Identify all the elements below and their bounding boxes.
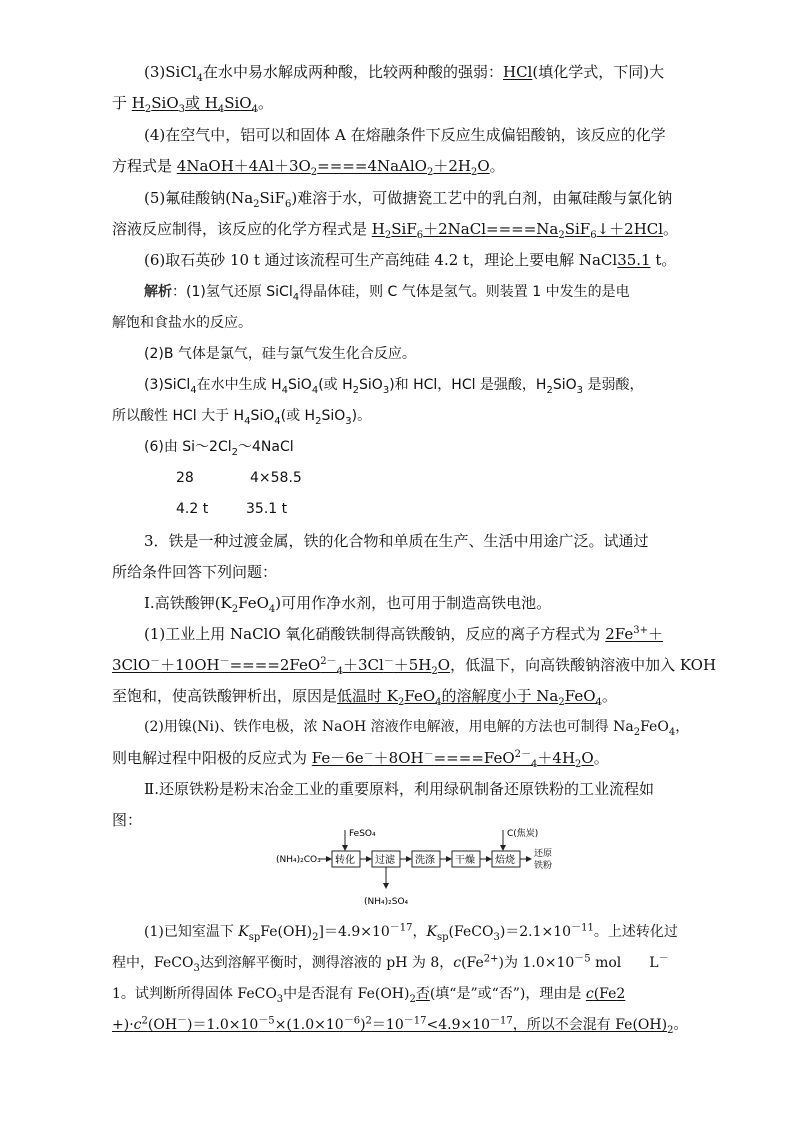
text: K xyxy=(426,924,437,940)
sup: －17 xyxy=(490,1015,513,1027)
sup: － xyxy=(423,749,434,760)
answer-equation xyxy=(371,220,664,241)
answer-nacl-mass: 35.1 xyxy=(617,251,651,269)
sub: 2 xyxy=(398,697,405,708)
text: SiO xyxy=(151,94,179,112)
sub: 4 xyxy=(435,697,442,708)
flow-step-convert: 转化 xyxy=(335,855,355,866)
text: FeO xyxy=(404,687,436,705)
text: ，低温下，向高铁酸钠溶液中加入 KOH xyxy=(450,656,717,674)
text: ：(1)氢气还原 SiCl xyxy=(172,284,293,300)
text: SiF xyxy=(259,189,286,207)
sub: 2 xyxy=(667,1024,674,1036)
q3-intro-line1: 3．铁是一种过渡金属，铁的化合物和单质在生产、生活中用途广泛。试通过 xyxy=(144,532,649,550)
text: ]＝4.9×10 xyxy=(318,924,390,940)
sup: － xyxy=(177,1015,188,1027)
analysis-ratio-row2-right: 35.1 t xyxy=(246,501,288,517)
text: 。 xyxy=(593,749,609,767)
text: ，所以不会混有 Fe(OH) xyxy=(512,1017,668,1033)
sub: 2 xyxy=(470,167,478,178)
sup: －5 xyxy=(574,953,591,965)
text: 得晶体硅，则 C 气体是氢气。则装置 1 中发生的是电 xyxy=(299,284,630,300)
text: (3)SiCl xyxy=(144,377,191,393)
q3-ii-q1-line4 xyxy=(112,1015,687,1035)
q3-intro-line2: 所给条件回答下列问题： xyxy=(112,563,278,581)
text: SiF xyxy=(391,220,417,238)
sup: 2 xyxy=(365,1015,372,1027)
text: c xyxy=(585,986,594,1002)
sub: 3 xyxy=(382,384,390,396)
sup: －11 xyxy=(571,922,594,934)
q2-part4-line2 xyxy=(112,156,505,176)
q2-part3-line2 xyxy=(112,93,273,113)
q3-ii-q1-line1 xyxy=(144,922,678,942)
analysis-line6 xyxy=(144,437,294,457)
q3-p1-line1 xyxy=(144,624,663,644)
text: )· xyxy=(123,1017,134,1033)
sup: － xyxy=(150,656,161,667)
sub: 2 xyxy=(231,604,239,615)
text: 。 xyxy=(257,94,273,112)
sub: 6 xyxy=(416,230,424,241)
text: O xyxy=(437,656,451,674)
flow-output-label-2: 铁粉 xyxy=(534,861,553,871)
sub: 2 xyxy=(426,167,434,178)
sub: 2 xyxy=(431,666,438,677)
text: 于 xyxy=(112,94,132,112)
sub: 2 xyxy=(546,384,553,396)
flow-byproduct-label: (NH₄)₂SO₄ xyxy=(364,897,409,907)
sup: －5 xyxy=(258,1015,275,1027)
text: ＋8OH xyxy=(373,749,424,767)
q3-part1-title xyxy=(144,593,551,613)
text: 程中，FeCO xyxy=(112,955,194,971)
q3-p1-line2 xyxy=(112,655,716,675)
text: ＋2NaCl====Na xyxy=(423,220,559,238)
text: (6)由 Si～2Cl xyxy=(144,439,232,455)
text: c xyxy=(133,1017,142,1033)
text: 溶液反应制得，该反应的化学方程式是 xyxy=(112,220,372,238)
text: O xyxy=(581,749,594,767)
text: 。 xyxy=(663,220,679,238)
flow-feso4-label: FeSO₄ xyxy=(349,829,376,839)
text: ， xyxy=(412,924,427,940)
sup: 3+ xyxy=(633,625,648,636)
sub: 4 xyxy=(336,666,343,677)
sup: － xyxy=(363,749,374,760)
text: SiO xyxy=(250,408,275,424)
sub: 4 xyxy=(668,726,676,738)
text: 。上述转化过 xyxy=(593,924,678,940)
text: ====FeO xyxy=(433,749,515,767)
analysis-line2: 解饱和食盐水的反应。 xyxy=(112,315,252,331)
sub: 2 xyxy=(310,167,318,178)
text: 中是否混有 Fe(OH) xyxy=(283,986,410,1002)
text: ＋3Cl xyxy=(342,656,384,674)
sub: 6 xyxy=(590,230,597,241)
text: FeO xyxy=(564,687,596,705)
text: 2Fe xyxy=(605,625,634,643)
text: (1)已知室温下 xyxy=(144,924,239,940)
sub: 3 xyxy=(193,962,200,974)
text: SiO xyxy=(224,94,252,112)
answer-equation xyxy=(176,157,490,178)
analysis-ratio-row1-right: 4×58.5 xyxy=(250,470,302,486)
sub: sp xyxy=(248,931,261,943)
text: )。 xyxy=(351,408,372,424)
sub: 3 xyxy=(276,993,284,1005)
analysis-line1 xyxy=(144,282,630,302)
flow-output-label-1: 还原 xyxy=(534,849,553,859)
text: SiO xyxy=(321,408,346,424)
sub: 4 xyxy=(274,415,281,427)
text: 至饱和，使高铁酸钾析出，原因是 xyxy=(112,687,338,705)
q2-part5-line1 xyxy=(144,188,672,208)
process-flow-diagram xyxy=(270,828,600,910)
text: SiO xyxy=(552,377,577,393)
text: SiO xyxy=(359,377,383,393)
sub: 4 xyxy=(531,759,538,770)
text: (5)氟硅酸钠(Na xyxy=(144,189,254,207)
text: SiO xyxy=(288,377,312,393)
text: 2 xyxy=(616,986,626,1002)
q3-part2-line1: Ⅱ.还原铁粉是粉末冶金工业的重要原料，利用绿矾制备还原铁粉的工业流程如 xyxy=(144,780,654,798)
text: 或 H xyxy=(185,94,218,112)
text: ＋5H xyxy=(393,656,432,674)
text: FeO xyxy=(640,719,669,735)
q2-part5-line2 xyxy=(112,219,678,239)
text: 4NaOH＋4Al＋3O xyxy=(176,157,311,175)
text: (填“是”或“否”)，理由是 xyxy=(429,986,586,1002)
text: 。 xyxy=(673,1017,688,1033)
sup: 2－ xyxy=(320,656,337,667)
text: + xyxy=(112,1017,124,1033)
text: ＝10 xyxy=(371,1017,404,1033)
sub: 2 xyxy=(384,230,392,241)
text: Fe(OH) xyxy=(260,924,313,940)
text: (FeCO xyxy=(448,924,494,940)
sub: 4 xyxy=(281,384,289,396)
text: ) xyxy=(360,1017,366,1033)
flow-step-wash: 洗涤 xyxy=(415,855,435,866)
q2-part4-line1: (4)在空气中，铝可以和固体 A 在熔融条件下反应生成偏铝酸钠，该反应的化学 xyxy=(144,126,666,144)
text: )＝2.1×10 xyxy=(499,924,572,940)
text: 。 xyxy=(489,157,505,175)
analysis-ratio-row2-left: 4.2 t xyxy=(176,501,209,517)
sub: 2 xyxy=(558,230,565,241)
answer-no: 否 xyxy=(415,986,430,1002)
sub: 2 xyxy=(312,931,319,943)
text: (填化学式，下同)大 xyxy=(532,63,665,81)
text: SiF xyxy=(564,220,591,238)
flow-step-dry: 干燥 xyxy=(455,855,475,866)
sup: － xyxy=(383,656,394,667)
text: 。 xyxy=(601,687,617,705)
text: ＋2H xyxy=(433,157,471,175)
text: 在水中易水解成两种酸，比较两种酸的强弱： xyxy=(202,63,503,81)
answer-hcl: HCl xyxy=(503,63,533,81)
q3-p1-line3 xyxy=(112,686,617,706)
q3-ii-q1-line3 xyxy=(112,984,625,1004)
q3-part2-line2: 图： xyxy=(112,811,143,829)
text: 是弱酸， xyxy=(583,377,644,393)
q2-part3-line1 xyxy=(144,62,664,82)
sup: －17 xyxy=(403,1015,427,1027)
analysis-label: 解析 xyxy=(144,284,172,300)
text: Fe－6e xyxy=(311,749,364,767)
sub: 3 xyxy=(493,931,500,943)
text: ====4NaAlO xyxy=(317,157,427,175)
text: ×(1.0×10 xyxy=(274,1017,344,1033)
sub: 3 xyxy=(178,104,185,115)
text: 低温时 K xyxy=(337,687,398,705)
sup: －6 xyxy=(343,1015,361,1027)
answer-equation-part1 xyxy=(605,625,663,643)
text: )可用作净水剂，也可用于制造高铁电池。 xyxy=(275,594,552,612)
text: mol L xyxy=(590,955,659,971)
text: c xyxy=(453,955,462,971)
analysis-line3: (2)B 气体是氯气，硅与氯气发生化合反应。 xyxy=(144,346,416,362)
sup: 2 xyxy=(141,1015,148,1027)
flow-carbon-label: C(焦炭) xyxy=(507,829,539,839)
q3-p2-line1 xyxy=(144,717,689,737)
text: (2)用镍(Ni)、铁作电极，浓 NaOH 溶液作电解液，用电解的方法也可制得 Na xyxy=(144,719,634,735)
sub: 2 xyxy=(558,697,565,708)
text: 则电解过程中阳极的反应式为 xyxy=(112,749,312,767)
text: O xyxy=(477,157,490,175)
text: ＋10OH xyxy=(160,656,220,674)
answer-silicic-acid xyxy=(131,94,258,115)
text: 方程式是 xyxy=(112,157,177,175)
text: 达到溶解平衡时，测得溶液的 pH 为 8， xyxy=(199,955,454,971)
analysis-line5 xyxy=(112,406,371,426)
flow-step-roast: 焙烧 xyxy=(495,855,515,866)
text: Ⅰ.高铁酸钾(K xyxy=(144,594,232,612)
sup: － xyxy=(219,656,230,667)
text: )＝1.0×10 xyxy=(187,1017,259,1033)
sub: 4 xyxy=(251,104,258,115)
text: 1 xyxy=(112,986,121,1002)
text: (3)SiCl xyxy=(144,63,197,81)
sub: 4 xyxy=(196,73,203,84)
sup: － xyxy=(658,953,669,965)
text: 3ClO xyxy=(112,656,151,674)
sub: 4 xyxy=(268,604,276,615)
sup: 2－ xyxy=(514,749,532,760)
sub: 2 xyxy=(575,759,582,770)
text: ↓＋2HCl xyxy=(596,220,664,238)
text: K xyxy=(238,924,249,940)
text: t。 xyxy=(650,251,677,269)
text: ====2FeO xyxy=(229,656,321,674)
sub: 4 xyxy=(190,384,197,396)
sub: 2 xyxy=(633,726,641,738)
q3-p2-line2 xyxy=(112,748,609,768)
analysis-line4 xyxy=(144,375,643,395)
flow-step-filter: 过滤 xyxy=(375,855,395,866)
sub: 4 xyxy=(595,697,602,708)
answer-equation-part2 xyxy=(112,656,451,677)
sup: －17 xyxy=(389,922,413,934)
text: (1)工业上用 NaClO 氧化硝酸铁制得高铁酸钠，反应的离子方程式为 xyxy=(144,625,606,643)
text: ～4NaCl xyxy=(238,439,294,455)
sub: 3 xyxy=(345,415,352,427)
text: (OH xyxy=(147,1017,178,1033)
text: )为 1.0×10 xyxy=(498,955,575,971)
sub: 2 xyxy=(231,446,239,458)
text: (或 H xyxy=(318,377,353,393)
text: H xyxy=(371,220,385,238)
sub: 2 xyxy=(253,199,260,210)
sub: 4 xyxy=(311,384,319,396)
text: 所以酸性 HCl 大于 H xyxy=(112,408,245,424)
sub: 4 xyxy=(244,415,251,427)
sub: sp xyxy=(437,931,449,943)
answer-reason-calc xyxy=(112,1015,674,1036)
text: 的溶解度小于 Na xyxy=(441,687,559,705)
sub: 2 xyxy=(352,384,360,396)
text: 在水中生成 H xyxy=(196,377,282,393)
sub: 3 xyxy=(576,384,584,396)
sub: 2 xyxy=(315,415,322,427)
analysis-ratio-row1-left: 28 xyxy=(176,470,194,486)
q3-ii-q1-line2 xyxy=(112,953,669,973)
text: (或 H xyxy=(280,408,316,424)
text: 。试判断所得固体 FeCO xyxy=(120,986,277,1002)
sub: 2 xyxy=(409,993,416,1005)
text: (Fe xyxy=(461,955,484,971)
text: H xyxy=(131,94,145,112)
sub: 2 xyxy=(144,104,152,115)
text: <4.9×10 xyxy=(426,1017,491,1033)
sup: 2+ xyxy=(483,953,499,965)
sub: 4 xyxy=(292,291,300,303)
sub: 6 xyxy=(285,199,292,210)
flow-input-label: (NH₄)₂CO₃ xyxy=(276,855,321,865)
text: )和 HCl，HCl 是强酸，H xyxy=(389,377,547,393)
text: ＋4H xyxy=(537,749,576,767)
sub: 4 xyxy=(217,104,225,115)
text: FeO xyxy=(238,594,269,612)
answer-reason xyxy=(337,687,602,708)
answer-reason-start xyxy=(586,986,625,1002)
q2-part6-line xyxy=(144,250,676,270)
text: ， xyxy=(675,719,690,735)
text: (6)取石英砂 10 t 通过该流程可生产高纯硅 4.2 t，理论上要电解 NaCl xyxy=(144,251,618,269)
answer-anode-equation xyxy=(311,749,594,770)
text: (Fe xyxy=(593,986,617,1002)
text: )难溶于水，可做搪瓷工艺中的乳白剂，由氟硅酸与氯化钠 xyxy=(291,189,673,207)
text: ＋ xyxy=(647,625,663,643)
